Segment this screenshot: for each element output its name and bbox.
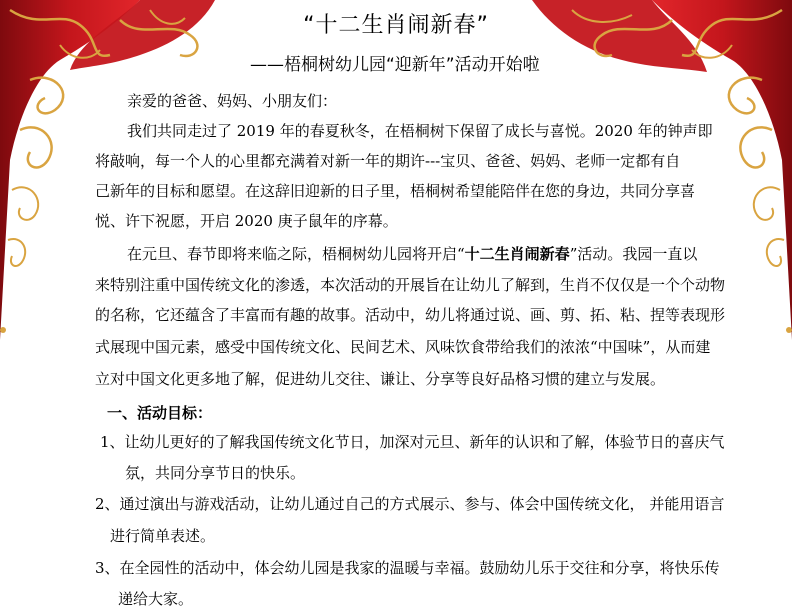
paragraph-1-line-4: 悦、许下祝愿，开启 2020 庚子鼠年的序幕。 <box>95 212 398 230</box>
goal-3-line-1: 3、在全园性的活动中，体会幼儿园是我家的温暖与幸福。鼓励幼儿乐于交往和分享，将快乐传 <box>95 559 720 577</box>
goal-3-line-2: 递给大家。 <box>118 590 194 608</box>
paragraph-2-line-3: 的名称，它还蕴含了丰富而有趣的故事。活动中，幼儿将通过说、画、剪、拓、粘、捏等表现形 <box>95 306 726 324</box>
paragraph-1-line-1: 我们共同走过了 2019 年的春夏秋冬，在梧桐树下保留了成长与喜悦。2020 年的钟声即 <box>127 122 713 140</box>
paragraph-1-line-2: 将敲响，每一个人的心里都充满着对新一年的期许---宝贝、爸爸、妈妈、老师一定都有自 <box>95 152 681 170</box>
goal-2-line-2: 进行简单表述。 <box>110 527 216 545</box>
event-name-bold: 十二生肖闹新春 <box>464 245 570 263</box>
paragraph-2-intro-end: ”活动。我园一直以 <box>569 245 698 263</box>
paragraph-1-line-3: 己新年的目标和愿望。在这辞旧迎新的日子里，梧桐树希望能陪伴在您的身边，共同分享喜 <box>95 182 696 200</box>
page-title: “十二生肖闹新春” <box>303 13 489 38</box>
paragraph-2-line-4: 式展现中国元素，感受中国传统文化、民间艺术、风味饮食带给我们的浓浓“中国味”，从而建 <box>95 338 711 356</box>
page-subtitle: ——梧桐树幼儿园“迎新年”活动开始啦 <box>250 55 540 75</box>
paragraph-2-line-5: 立对中国文化更多地了解，促进幼儿交往、谦让、分享等良好品格习惯的建立与发展。 <box>95 370 666 388</box>
paragraph-2-line-1 <box>127 244 697 264</box>
paragraph-2-intro: 在元旦、春节即将来临之际，梧桐树幼儿园将开启“ <box>127 245 465 263</box>
goal-1-line-1: 1、让幼儿更好的了解我国传统文化节日，加深对元旦、新年的认识和了解，体验节日的喜庆气 <box>100 433 725 451</box>
goal-2-line-1: 2、通过演出与游戏活动，让幼儿通过自己的方式展示、参与、体会中国传统文化， 并能用语言 <box>95 495 725 513</box>
section-heading-goals: 一、活动目标： <box>107 404 213 422</box>
paragraph-2-line-2: 来特别注重中国传统文化的渗透，本次活动的开展旨在让幼儿了解到，生肖不仅仅是一个个动物 <box>95 276 726 294</box>
goal-1-line-2: 氛，共同分享节日的快乐。 <box>125 464 306 482</box>
greeting: 亲爱的爸爸、妈妈、小朋友们： <box>127 92 338 110</box>
